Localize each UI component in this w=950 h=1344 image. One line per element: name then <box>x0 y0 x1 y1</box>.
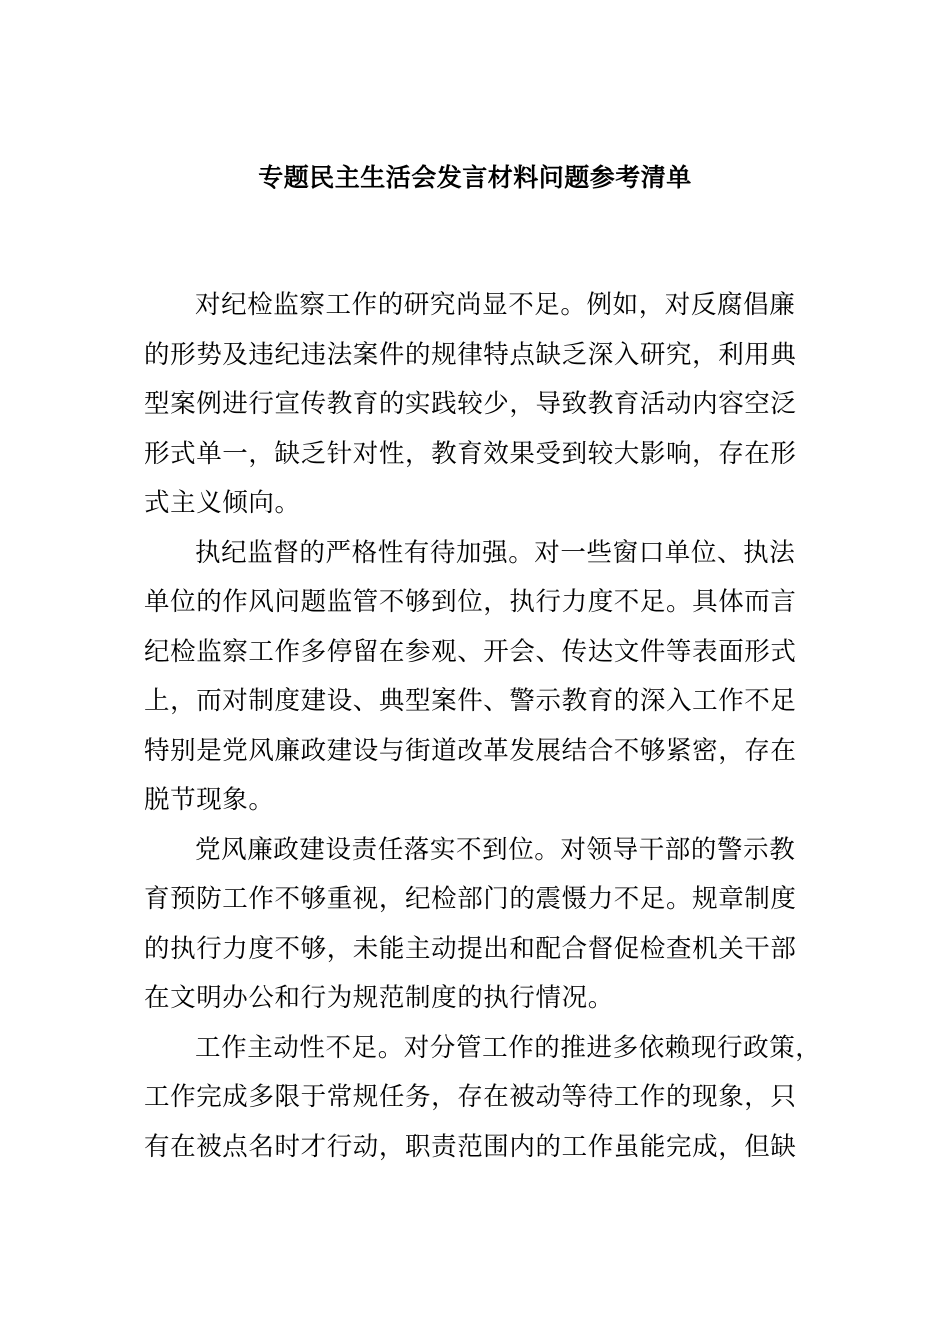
text-line: 工作主动性不足。对分管工作的推进多依赖现行政策， <box>195 1032 822 1063</box>
text-line: 党风廉政建设责任落实不到位。对领导干部的警示教 <box>195 834 796 865</box>
text-line: 工作完成多限于常规任务，存在被动等待工作的现象，只 <box>144 1082 797 1112</box>
text-line: 育预防工作不够重视，纪检部门的震慑力不足。规章制度 <box>144 884 797 914</box>
text-line: 型案例进行宣传教育的实践较少，导致教育活动内容空泛 <box>144 389 797 419</box>
text-line: 单位的作风问题监管不够到位，执行力度不足。具体而言 <box>144 587 797 617</box>
document-body <box>144 281 822 1172</box>
text-line: 纪检监察工作多停留在参观、开会、传达文件等表面形式 <box>144 636 797 667</box>
text-line: 对纪检监察工作的研究尚显不足。例如，对反腐倡廉 <box>195 290 796 320</box>
text-line: 脱节现象。 <box>144 785 275 815</box>
text-line: 有在被点名时才行动，职责范围内的工作虽能完成，但缺 <box>144 1131 797 1162</box>
text-line: 特别是党风廉政建设与街道改革发展结合不够紧密，存在 <box>144 735 797 766</box>
paragraph-1 <box>144 281 806 529</box>
text-line: 形式单一，缺乏针对性，教育效果受到较大影响，存在形 <box>144 438 797 469</box>
document-title: 专题民主生活会发言材料问题参考清单 <box>258 163 692 192</box>
text-line: 式主义倾向。 <box>144 488 301 518</box>
paragraph-3 <box>144 826 806 1024</box>
text-line: 上，而对制度建设、典型案件、警示教育的深入工作不足 <box>144 686 797 716</box>
text-line: 的形势及违纪违法案件的规律特点缺乏深入研究，利用典 <box>144 339 797 370</box>
paragraph-2 <box>144 529 806 826</box>
text-line: 的执行力度不够，未能主动提出和配合督促检查机关干部 <box>144 933 797 964</box>
text-line: 在文明办公和行为规范制度的执行情况。 <box>144 983 614 1013</box>
paragraph-4 <box>144 1024 822 1173</box>
text-line: 执纪监督的严格性有待加强。对一些窗口单位、执法 <box>195 537 796 568</box>
